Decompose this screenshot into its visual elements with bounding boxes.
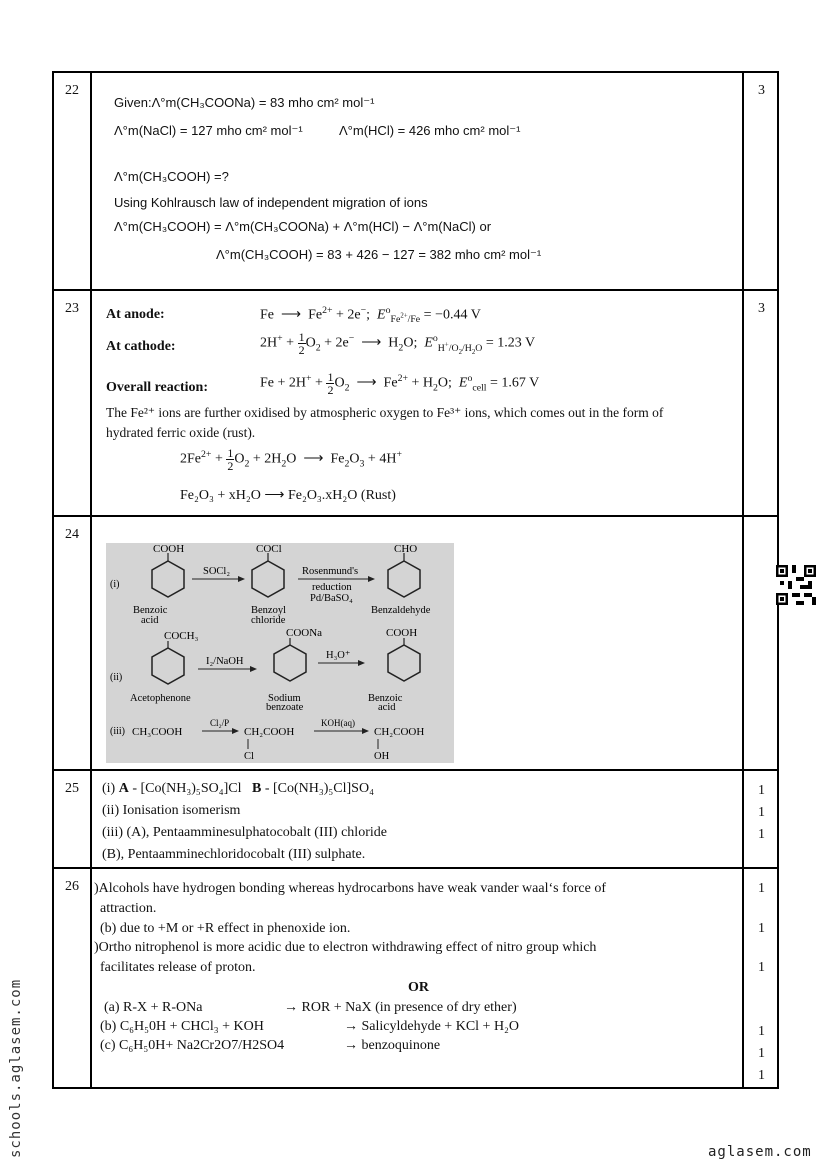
- reagent-rosenmund: Rosenmund's: [302, 566, 359, 577]
- mark: 1: [758, 783, 765, 798]
- anode-equation: Fe ⟶ $Fe^{2+} + 2e^-$; $E^o_{Fe^{2+}/Fe} = -0.44$ V: [260, 305, 481, 326]
- complex-formulas: (i) A - [Co(NH₃)₅SO₄]Cl B - [Co(NH₃)₅Cl]SO₄: [102, 781, 374, 796]
- cathode-equation: 2H+ + $\frac{1}{2}$ $O_2 + 2e^-$ ⟶ $H_2O$; $E^o_{H^+/O_2/H_2O} = 1.23$ V: [260, 330, 536, 357]
- reaction-scheme: [106, 543, 454, 763]
- question-row-22: [54, 73, 777, 291]
- overall-equation: Fe + 2H+ + $\frac{1}{2}$ $O_2$ ⟶ $Fe^{2+} + H_2O$; $E^o_{cell} = 1.67$ V: [260, 370, 540, 397]
- watermark-right: aglasem.com: [708, 1144, 812, 1160]
- answer-c: )Ortho nitrophenol is more acidic due to electron withdrawing effect of nitro group which: [94, 940, 597, 955]
- benzoic-acid-name: Benzoic: [133, 605, 168, 616]
- question-number: 25: [54, 771, 92, 867]
- name-b: (B), Pentaamminechloridocobalt (III) sulphate.: [102, 847, 366, 862]
- acetic-acid: CH₃COOH: [132, 726, 183, 738]
- mark: 1: [758, 921, 765, 936]
- answer-cell: [94, 73, 744, 289]
- benzoic-acid-product-name-2: acid: [378, 702, 396, 713]
- reaction-b: (b) C₆H₅0H + CHCl₃ + KOH: [100, 1019, 264, 1034]
- hydroxy-substituent: OH: [374, 751, 390, 762]
- benzene-ring: [152, 561, 184, 597]
- answer-b: (b) due to +M or +R effect in phenoxide ion.: [100, 921, 351, 936]
- benzaldehyde-name: Benzaldehyde: [371, 605, 431, 616]
- question-number: 24: [54, 517, 92, 769]
- reagent-i2-naoh: I₂/NaOH: [206, 656, 244, 667]
- label-ii: (ii): [110, 672, 123, 683]
- answer-cell: [94, 291, 744, 515]
- sodium-benzoate-group: COONa: [286, 627, 323, 639]
- question-row-25: [54, 771, 777, 869]
- benzaldehyde-group: CHO: [394, 543, 418, 555]
- mark: 1: [758, 1068, 765, 1083]
- marks: [746, 771, 777, 867]
- cathode-label: At cathode:: [106, 339, 176, 354]
- marks: 3: [758, 301, 765, 316]
- given-hcl: Λ°m(HCl) = 426 mho cm² mol⁻¹: [339, 123, 521, 138]
- rust-equation: Fe₂O₃ + xH₂O ⟶ Fe₂O₃.xH₂O (Rust): [180, 488, 396, 503]
- glycolic-acid: CH₂COOH: [374, 726, 425, 738]
- overall-label: Overall reaction:: [106, 380, 208, 395]
- reagent-pd-baso4: Pd/BaSO₄: [310, 593, 353, 604]
- mark: 1: [758, 1046, 765, 1061]
- benzoic-acid-product-group: COOH: [386, 627, 418, 639]
- reagent-h3o: H₃O⁺: [326, 650, 351, 661]
- sodium-benzoate-name: Sodium: [268, 693, 301, 704]
- answer-cell: [94, 517, 744, 769]
- or-separator: OR: [408, 980, 429, 995]
- answer-c-cont: facilitates release of proton.: [100, 960, 256, 975]
- benzoyl-chloride-group: COCl: [256, 543, 282, 555]
- unknown-line: Λ°m(CH₃COOH) =?: [114, 169, 229, 184]
- reaction-c: (c) C₆H₅0H+ Na2Cr2O7/H2SO4: [100, 1038, 285, 1053]
- name-a: (iii) (A), Pentaamminesulphatocobalt (III) chloride: [102, 825, 387, 840]
- result-line: Λ°m(CH₃COOH) = 83 + 426 − 127 = 382 mho cm² mol⁻¹: [216, 247, 542, 262]
- benzoic-acid-product-name: Benzoic: [368, 693, 403, 704]
- acetophenone-name: Acetophenone: [130, 693, 191, 704]
- marks: [746, 517, 777, 769]
- acetophenone-group: COCH₃: [164, 630, 199, 642]
- given-line: Given:Λ°m(CH₃COONa) = 83 mho cm² mol⁻¹: [114, 95, 375, 110]
- benzene-ring: [252, 561, 284, 597]
- kohlrausch-expression: Λ°m(CH₃COOH) = Λ°m(CH₃COONa) + Λ°m(HCl) − Λ°m(NaCl) or: [114, 219, 492, 234]
- reagent-reduction: reduction: [312, 582, 352, 593]
- label-iii: (iii): [110, 726, 125, 737]
- reagent-socl2: SOCl₂: [203, 566, 231, 577]
- mark: 1: [758, 805, 765, 820]
- question-row-23: [54, 291, 777, 517]
- benzene-ring: [274, 645, 306, 681]
- marks: [746, 869, 777, 1087]
- benzoyl-chloride-name-2: chloride: [251, 615, 286, 626]
- benzoyl-chloride-name: Benzoyl: [251, 605, 286, 616]
- reagent-koh: KOH(aq): [321, 718, 355, 728]
- answer-a: )Alcohols have hydrogen bonding whereas hydrocarbons have weak vander waal‘s force of: [94, 881, 606, 896]
- oxidation-equation: $2Fe^{2+}$ + $\frac{1}{2}$ $O_2 + 2H_2O$ ⟶ $Fe_2O_3 + 4H^+$: [180, 446, 402, 473]
- qr-code-icon: [776, 565, 816, 605]
- reaction-c-product: → benzoquinone: [344, 1038, 441, 1053]
- question-number: 23: [54, 291, 92, 515]
- question-number: 22: [54, 73, 92, 289]
- isomerism-type: (ii) Ionisation isomerism: [102, 803, 241, 818]
- answer-cell: [94, 771, 744, 867]
- mark: 1: [758, 881, 765, 896]
- chloro-substituent: Cl: [244, 751, 254, 762]
- chloroacetic-acid: CH₂COOH: [244, 726, 295, 738]
- answer-a-cont: attraction.: [100, 901, 157, 916]
- reagent-cl2-p: Cl₂/P: [210, 718, 230, 728]
- answer-key-table: [52, 71, 779, 1089]
- label-i: (i): [110, 579, 120, 590]
- benzoic-acid-group: COOH: [153, 543, 185, 555]
- watermark-left: schools.aglasem.com: [8, 978, 24, 1158]
- benzene-ring: [388, 561, 420, 597]
- benzene-ring: [152, 648, 184, 684]
- mark: 1: [758, 960, 765, 975]
- reaction-b-product: → Salicyldehyde + KCl + H₂O: [344, 1019, 520, 1034]
- anode-label: At anode:: [106, 307, 165, 322]
- question-row-26: [54, 869, 777, 1087]
- sodium-benzoate-name-2: benzoate: [266, 702, 304, 713]
- mark: 1: [758, 827, 765, 842]
- answer-cell: [94, 869, 744, 1087]
- method-line: Using Kohlrausch law of independent migration of ions: [114, 195, 428, 210]
- rust-note-2: hydrated ferric oxide (rust).: [106, 425, 256, 440]
- benzoic-acid-name-2: acid: [141, 615, 159, 626]
- reaction-a-product: → ROR + NaX (in presence of dry ether): [284, 1000, 517, 1015]
- rust-note: The Fe²⁺ ions are further oxidised by atmospheric oxygen to Fe³⁺ ions, which comes out in the form of: [106, 405, 664, 420]
- question-number: 26: [54, 869, 92, 1087]
- marks: 3: [758, 83, 765, 98]
- mark: 1: [758, 1024, 765, 1039]
- reaction-a: (a) R-X + R-ONa: [104, 1000, 203, 1015]
- benzene-ring: [388, 645, 420, 681]
- question-row-24: [54, 517, 777, 771]
- given-nacl: Λ°m(NaCl) = 127 mho cm² mol⁻¹: [114, 123, 303, 138]
